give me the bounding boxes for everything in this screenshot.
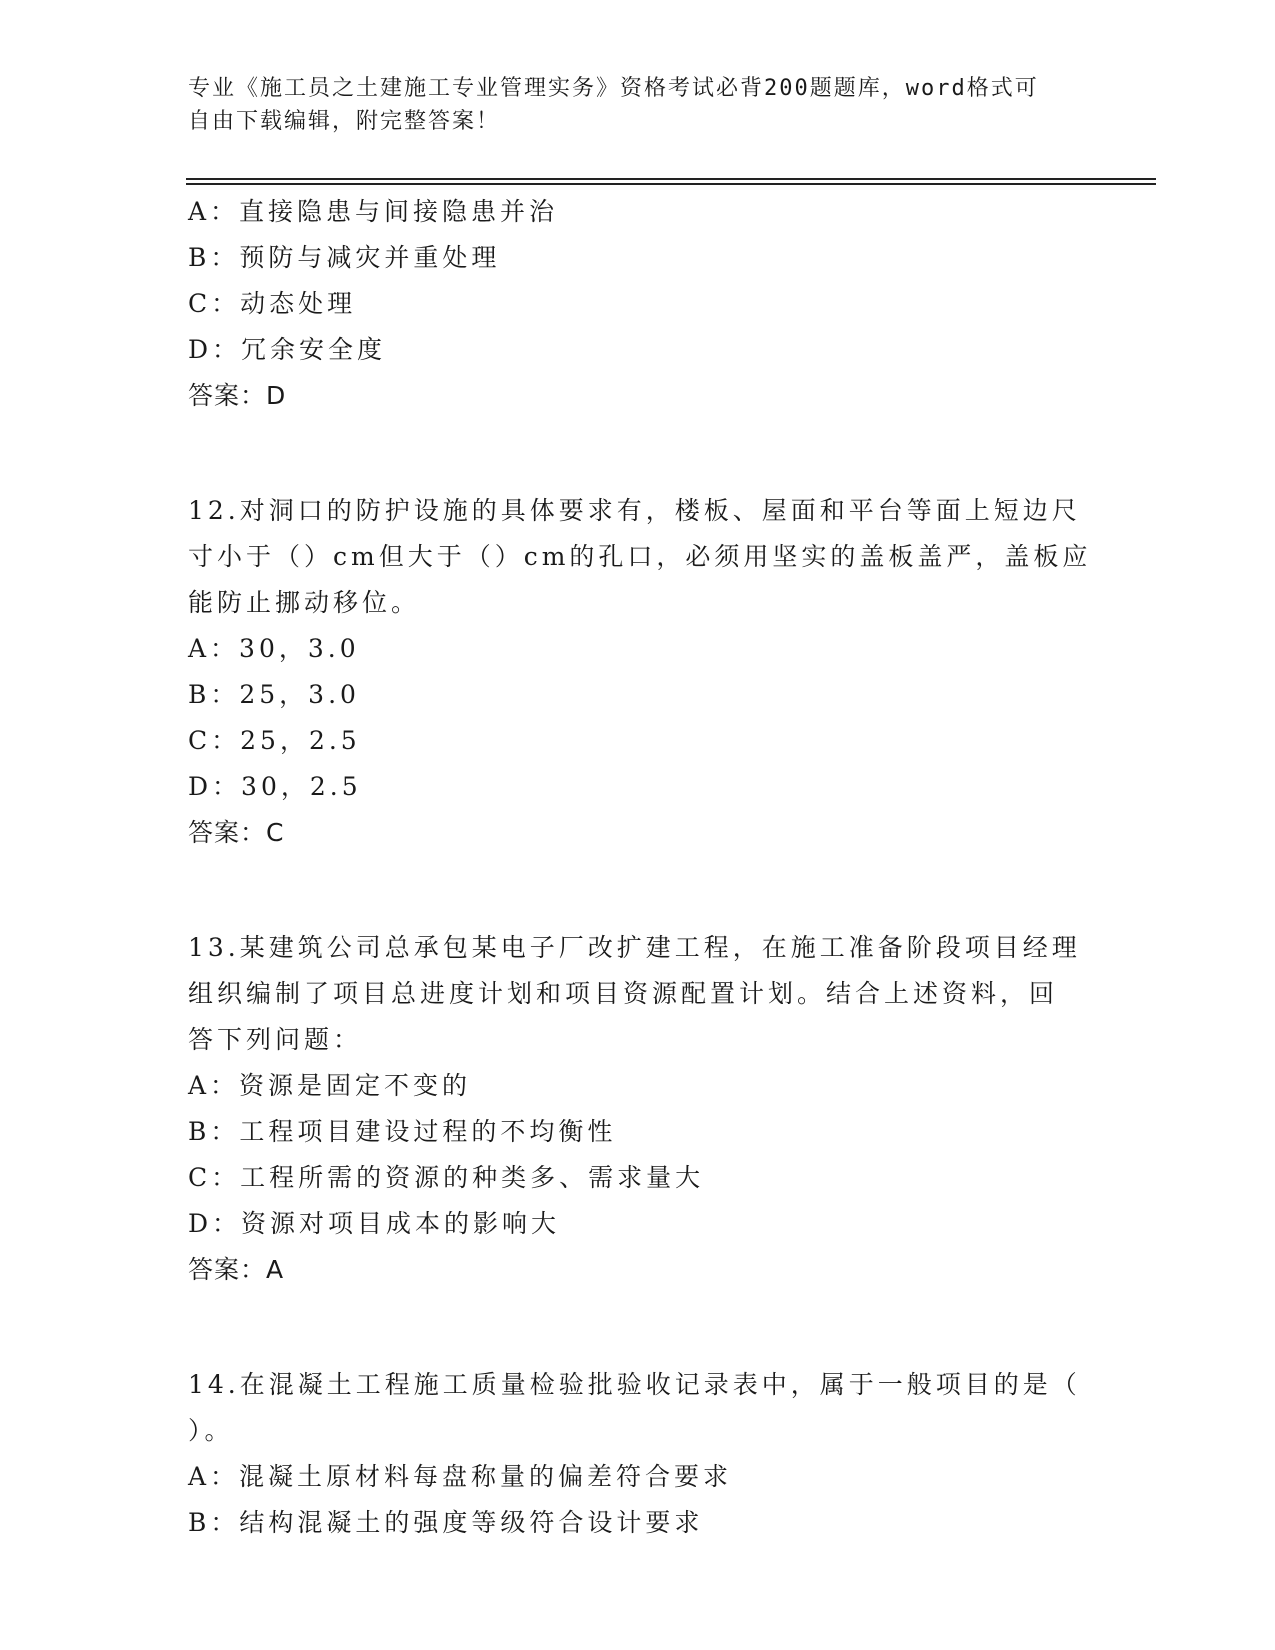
question-spacer <box>188 419 1088 488</box>
document-header <box>188 72 1068 138</box>
question-stem-line: 14.在混凝土工程施工质量检验批验收记录表中，属于一般项目的是（ <box>188 1370 1081 1399</box>
question-stem-line: 12.对洞口的防护设施的具体要求有，楼板、屋面和平台等面上短边尺 <box>188 496 1081 525</box>
option-b: B：预防与减灾并重处理 <box>188 243 501 272</box>
header-title-line-2: 自由下载编辑，附完整答案！ <box>188 109 501 134</box>
option-a: A：30，3.0 <box>188 634 360 663</box>
option-c: C：工程所需的资源的种类多、需求量大 <box>188 1163 705 1192</box>
option-a: A：资源是固定不变的 <box>188 1071 472 1100</box>
question-stem-line: ）。 <box>188 1416 234 1445</box>
option-a: A：直接隐患与间接隐患并治 <box>188 197 559 226</box>
option-c: C：动态处理 <box>188 289 357 318</box>
question-11 <box>188 189 1088 419</box>
option-c: C：25，2.5 <box>188 726 361 755</box>
answer-line: 答案：A <box>188 1255 285 1284</box>
question-stem-line: 13.某建筑公司总承包某电子厂改扩建工程，在施工准备阶段项目经理 <box>188 933 1081 962</box>
question-13 <box>188 925 1088 1293</box>
option-b: B：结构混凝土的强度等级符合设计要求 <box>188 1508 704 1537</box>
option-d: D：资源对项目成本的影响大 <box>188 1209 561 1238</box>
question-stem-line: 答下列问题： <box>188 1025 363 1054</box>
answer-line: 答案：D <box>188 381 287 410</box>
option-b: B：工程项目建设过程的不均衡性 <box>188 1117 617 1146</box>
question-content <box>188 189 1092 1546</box>
header-divider-bottom <box>186 183 1156 185</box>
option-a: A：混凝土原材料每盘称量的偏差符合要求 <box>188 1462 733 1491</box>
question-stem-line: 组织编制了项目总进度计划和项目资源配置计划。结合上述资料，回 <box>188 979 1059 1008</box>
option-d: D：30，2.5 <box>188 772 362 801</box>
question-spacer <box>188 856 1088 925</box>
question-stem-line: 寸小于（）cm但大于（）cm的孔口，必须用坚实的盖板盖严，盖板应 <box>188 542 1092 571</box>
question-12 <box>188 488 1092 856</box>
option-d: D：冗余安全度 <box>188 335 387 364</box>
question-14 <box>188 1362 1088 1546</box>
question-spacer <box>188 1293 1088 1362</box>
answer-line: 答案：C <box>188 818 285 847</box>
option-b: B：25，3.0 <box>188 680 360 709</box>
header-divider-top <box>186 178 1156 180</box>
header-title-line-1: 专业《施工员之土建施工专业管理实务》资格考试必背200题题库，word格式可 <box>188 76 1039 101</box>
question-stem-line: 能防止挪动移位。 <box>188 588 421 617</box>
